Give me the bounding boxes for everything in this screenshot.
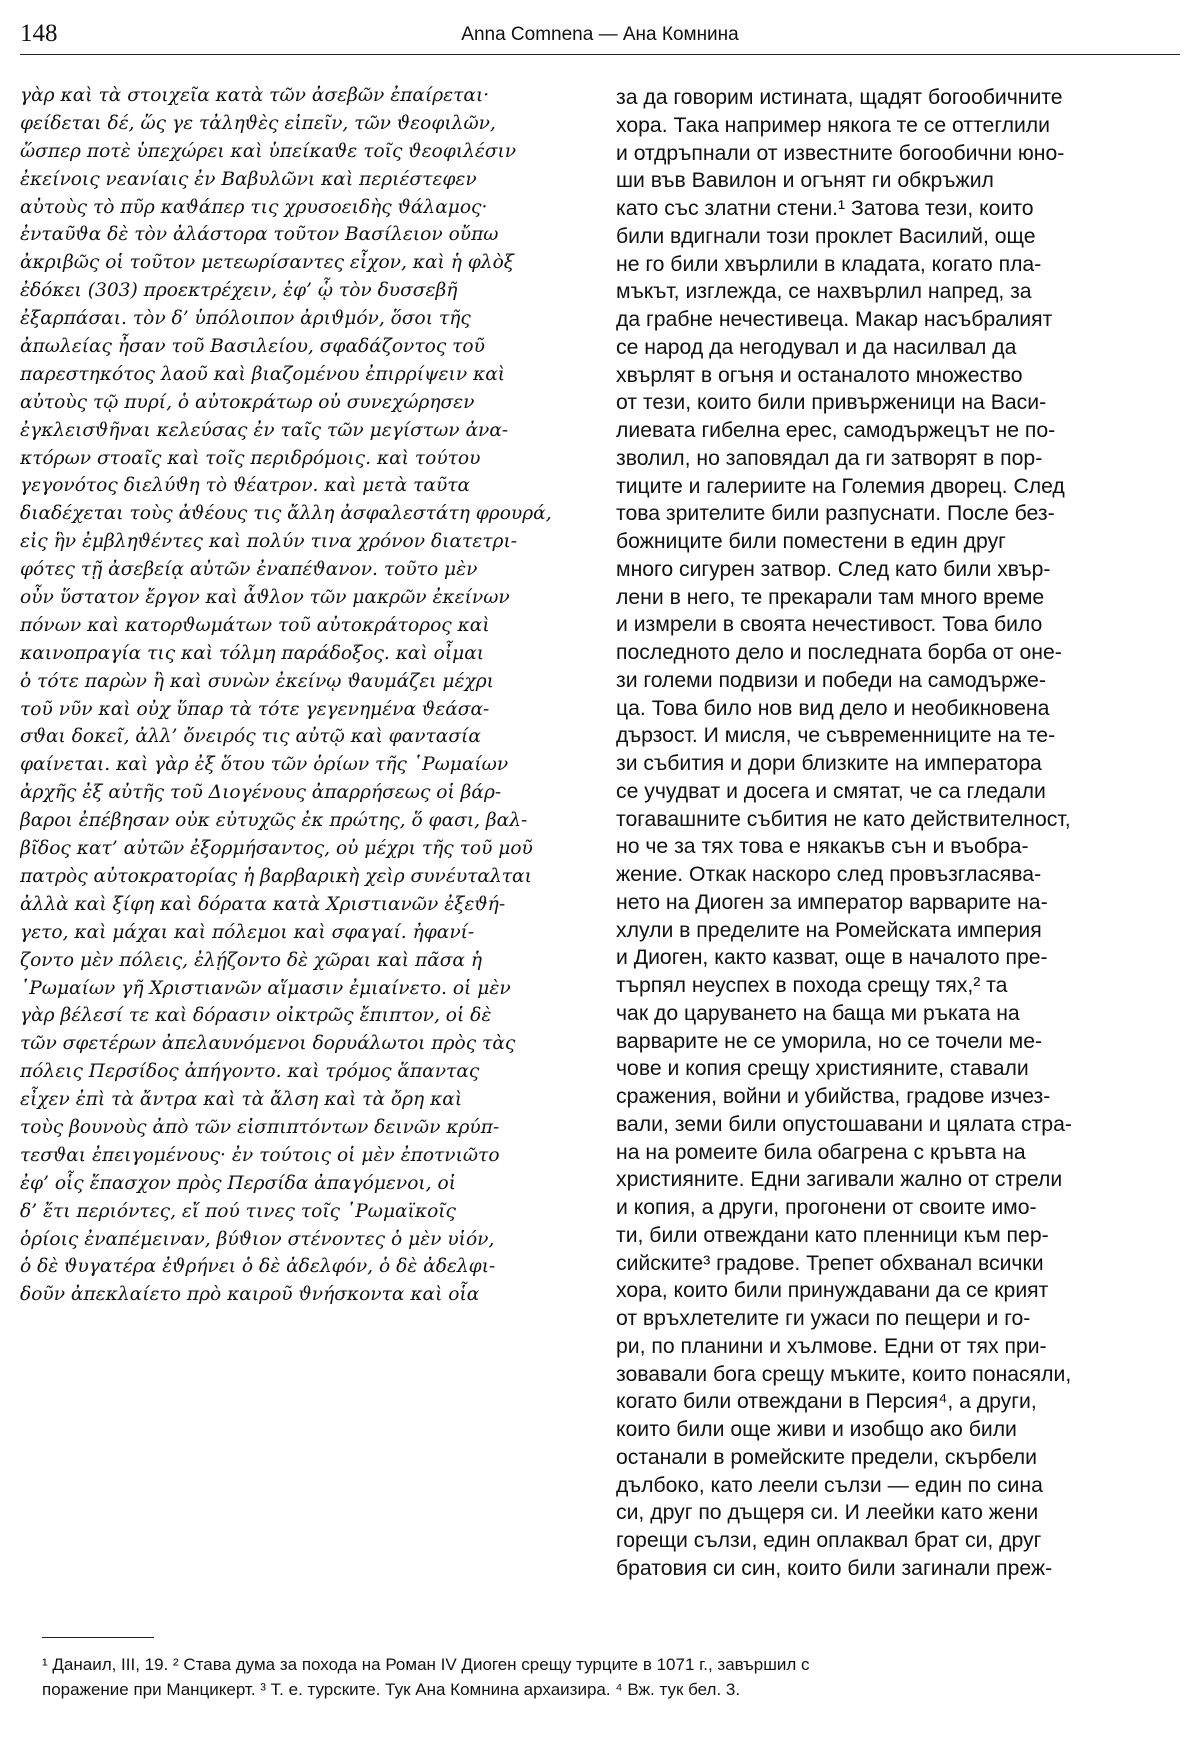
text-line: и Диоген, както казват, още в началото пре-	[616, 946, 1048, 970]
text-line: ри, по планини и хълмове. Едни от тях при-	[616, 1334, 1047, 1358]
text-line: последното дело и последната борба от оне-	[616, 641, 1062, 664]
text-line: дързост. И мисля, че съвременниците на те-	[616, 724, 1056, 748]
text-line: като със златни стени.¹ Затова тези, които	[616, 197, 1034, 220]
text-line: ἀκριβῶς οἱ τοῦτον μετεωρίσαντες εἶχον, καὶ ἡ φλὸξ	[20, 252, 515, 274]
text-line: тогавашните събития не като действителност,	[616, 807, 1071, 831]
text-line: πόλεις Περσίδος ἀπήγοντο. καὶ τρόμος ἅπαντας	[20, 1061, 480, 1083]
greek-text-column	[20, 82, 592, 1309]
text-line: хлули в пределите на Ромейската империя	[616, 918, 1042, 942]
text-line: когато били отвеждани в Персия⁴, а други,	[616, 1390, 1037, 1414]
text-line: жение. Откак наскоро след провъзгласява-	[616, 863, 1042, 886]
text-line: ζοντο μὲν πόλεις, ἐλῄζοντο δὲ χῶραι καὶ πᾶσα ἡ	[20, 949, 483, 971]
text-line: да грабне нечестивеца. Макар насъбралият	[616, 308, 1053, 331]
text-line: лиевата гибелна ерес, самодържецът не по-	[616, 419, 1056, 442]
text-line: ἐφ’ οἷς ἔπασχον πρὸς Περσίδα ἀπαγόμενοι, οἱ	[20, 1172, 456, 1194]
text-line: ἀλλὰ καὶ ξίφη καὶ δόρατα κατὰ Χριστιανῶν ἐξεϑή-	[20, 893, 506, 915]
text-line: φαίνεται. καὶ γὰρ ἐξ ὅτου τῶν ὁρίων τῆς ῾Ρωμαίων	[20, 754, 509, 776]
text-line: и отдръпнали от известните богообични юно-	[616, 141, 1065, 165]
text-line: ти, били отвеждани като пленници към пер-	[616, 1223, 1049, 1247]
text-line: ὁ τότε παρὼν ἢ καὶ συνὼν ἐκείνῳ ϑαυμάζει μέχρι	[20, 670, 494, 692]
text-line: παρεστηκότος λαοῦ καὶ βιαζομένου ἐπιρρίψειν καὶ	[20, 363, 506, 385]
text-line: зи събития и дори близките на императора	[616, 752, 1042, 775]
text-line: но че за тях това е някакъв сън и въобра-	[616, 835, 1029, 859]
text-line: горещи сълзи, един оплаквал брат си, друг	[616, 1529, 1042, 1552]
text-line: зи големи подвизи и победи на самодържe-	[616, 668, 1046, 692]
text-line: ὁ δὲ ϑυγατέρα ἐϑρήνει ὁ δὲ ἀδελφόν, ὁ δὲ ἀδελφι-	[20, 1256, 496, 1278]
text-line: πατρὸς αὐτοκρατορίας ἡ βαρβαρικὴ χεὶρ συνέυταλται	[20, 865, 532, 887]
text-line: били вдигнали този проклет Василий, още	[616, 224, 1036, 248]
text-line: φότες τῇ ἀσεβείᾳ αὐτῶν ἐναπέϑανον. τοῦτο μὲν	[20, 559, 478, 581]
text-line: дълбоко, като леели сълзи — един по сина	[616, 1473, 1043, 1497]
text-line: на на ромеите била обагрена с кръвта на	[616, 1140, 1026, 1164]
page-number: 148	[20, 20, 58, 47]
text-line: хвърлят в огъня и останалото множество	[616, 363, 1023, 387]
text-line: αὐτοὺς τῷ πυρί, ὁ αὐτοκράτωρ οὐ συνεχώρησεν	[20, 391, 475, 413]
text-line: ὥσπερ ποτὲ ὑπεχώρει καὶ ὑπείκαϑε τοῖς ϑεοφιλέσιν	[20, 140, 517, 162]
text-line: братовия си син, които били загинали преж-	[616, 1556, 1053, 1580]
running-title: Anna Comnena — Ана Комнина	[461, 24, 739, 45]
text-line: βαροι ἐπέβησαν οὐκ εὐτυχῶς ἐκ πρώτης, ὅ φασι, βαλ-	[20, 810, 528, 832]
text-line: си, друг по дъщеря си. И леейки като жени	[616, 1501, 1039, 1525]
text-line: много сигурен затвор. След като били хвър-	[616, 557, 1051, 581]
text-line: чове и копия срещу християните, ставали	[616, 1057, 1029, 1081]
text-line: ὁρίοις ἐναπέμειναν, βύϑιον στένοντες ὁ μὲν υἱόν,	[20, 1228, 495, 1250]
text-line: εἶχεν ἐπὶ τὰ ἄντρα καὶ τὰ ἄλση καὶ τὰ ὄρη καὶ	[20, 1089, 463, 1111]
text-line: σϑαι δοκεῖ, ἀλλ’ ὄνειρός τις αὐτῷ καὶ φαντασία	[20, 726, 481, 748]
text-line: и измрели в своята нечестивост. Това било	[616, 613, 1043, 637]
text-line: πόνων καὶ κατορϑωμάτων τοῦ αὐτοκράτορος καὶ	[20, 614, 490, 636]
text-line: тиците и галериите на Големия дворец. След	[616, 474, 1065, 498]
text-line: се учудват и досега и смятат, че са гледали	[616, 779, 1046, 803]
text-line: хора. Така например някога те се оттеглили	[616, 113, 1050, 137]
text-line: οὖν ὕστατον ἔργον καὶ ἆϑλον τῶν μακρῶν ἐκείνων	[20, 587, 510, 609]
text-line: зволил, но заповядал да ги затворят в пор-	[616, 446, 1043, 470]
text-line: φείδεται δέ, ὥς γε τἀληϑὲς εἰπεῖν, τῶν ϑεοφιλῶν,	[20, 112, 496, 134]
text-line: хора, които били принуждавани да се крият	[616, 1279, 1049, 1303]
text-line: τῶν σφετέρων ἀπελαυνόμενοι δορυάλωτοι πρὸς τὰς	[20, 1033, 516, 1055]
text-line: ῾Ρωμαίων γῆ Χριστιανῶν αἵμασιν ἐμιαίνετο. οἱ μὲν	[20, 977, 511, 999]
text-line: διαδέχεται τοὺς ἀϑέους τις ἄλλη ἀσφαλεστάτη φρουρά,	[20, 503, 552, 525]
text-line: αὐτοὺς τὸ πῦρ καϑάπερ τις χρυσοειδὴς ϑάλαμος·	[20, 196, 488, 218]
text-line: εἰς ἣν ἐμβληϑέντες καὶ πολύν τινα χρόνον διατετρι-	[20, 531, 518, 553]
text-line: τοῦ νῦν καὶ οὐχ ὕπαρ τὰ τότε γεγενημένα ϑεάσα-	[20, 698, 490, 720]
text-line: сийските³ градове. Трепет обхванал всички	[616, 1251, 1044, 1275]
text-line: от връхлетелите ги ужаси по пещери и го-	[616, 1307, 1031, 1330]
text-line: сражения, войни и убийства, градове изчез-	[616, 1085, 1051, 1108]
text-line: вали, земи били опустошавани и цялата стра-	[616, 1112, 1072, 1136]
text-line: останали в ромейските предели, скърбели	[616, 1445, 1037, 1469]
text-line: се народ да негодувал и да насилвал да	[616, 335, 1017, 359]
text-line: γεγονότος διελύϑη τὸ ϑέατρον. καὶ μετὰ ταῦτα	[20, 475, 471, 497]
text-line: и копия, а други, прогонени от своите имо-	[616, 1196, 1037, 1219]
text-line: чак до царуването на баща ми ръката на	[616, 1001, 1020, 1025]
bulgarian-text-column	[616, 84, 1182, 1583]
text-line: варварите не се уморила, но се точели ме-	[616, 1029, 1043, 1053]
text-line: ¹ Данаил, III, 19. ² Става дума за похода на Роман IV Диоген срещу турците в 1071 г., завършил с	[42, 1655, 810, 1674]
text-line: божниците били поместени в един друг	[616, 530, 1006, 553]
text-line: δοῦν ἀπεκλαίετο πρὸ καιροῦ ϑνήσκοντα καὶ οἷα	[20, 1284, 480, 1306]
text-line: не го били хвърлили в кладата, когато пла-	[616, 252, 1042, 276]
text-line: γετο, καὶ μάχαι καὶ πόλεμοι καὶ σφαγαί. ἠφανί-	[20, 921, 475, 943]
text-line: лени в него, те прекарали там много време	[616, 585, 1045, 609]
text-line: ἐνταῦϑα δὲ τὸν ἀλάστορα τοῦτον Βασίλειον οὔπω	[20, 224, 499, 246]
text-line: ἐξαρπάσαι. τὸν δ’ ὑπόλοιπον ἀριϑμόν, ὅσοι τῆς	[20, 308, 471, 330]
text-line: βῖδος κατ’ αὐτῶν ἐξορμήσαντος, οὐ μέχρι τῆς τοῦ μοῦ	[20, 838, 533, 860]
text-line: нето на Диоген за император варварите на-	[616, 890, 1048, 914]
text-line: κτόρων στοαῖς καὶ τοῖς περιδρόμοις. καὶ τούτου	[20, 447, 481, 469]
text-line: ἀπωλείας ἦσαν τοῦ Βασιλείου, σφαδάζοντος τοῦ	[20, 336, 485, 358]
page-header	[20, 18, 1180, 55]
footnotes	[42, 1652, 1182, 1702]
text-line: ἐδόκει (303) προεκτρέχειν, ἐφ’ ᾧ τὸν δυσσεβῆ	[20, 280, 458, 302]
text-line: търпял неуспех в похода срещу тях,² та	[616, 974, 1008, 997]
text-line: ἐγκλεισϑῆναι κελεύσας ἐν ταῖς τῶν μεγίστων ἀνα-	[20, 419, 509, 441]
text-line: за да говорим истината, щадят богообичните	[616, 86, 1063, 109]
text-line: ши във Вавилон и огънят ги обкръжил	[616, 169, 994, 193]
text-line: това зрителите били разпуснати. После без-	[616, 502, 1055, 526]
text-line: поражение при Манцикерт. ³ Т. е. турските. Тук Ана Комнина архаизира. ⁴ Вж. тук бел. 3.	[42, 1680, 741, 1699]
text-line: християните. Едни загивали жално от стрели	[616, 1168, 1063, 1192]
text-line: γὰρ βέλεσί τε καὶ δόρασιν οἰκτρῶς ἔπιπτον, οἱ δὲ	[20, 1005, 492, 1027]
text-line: мъкът, изглежда, се нахвърлил напред, за	[616, 280, 1032, 304]
text-line: които били още живи и изобщо ако били	[616, 1418, 1017, 1441]
text-line: τοὺς βουνοὺς ἀπὸ τῶν εἰσπιπτόντων δεινῶν κρύπ-	[20, 1116, 500, 1138]
text-line: от тези, които били привърженици на Васи-	[616, 391, 1047, 415]
text-line: γὰρ καὶ τὰ στοιχεῖα κατὰ τῶν ἀσεβῶν ἐπαίρεται·	[20, 85, 490, 106]
text-line: ἀρχῆς ἐξ αὐτῆς τοῦ Διογένους ἀπαρρήσεως οἱ βάρ-	[20, 782, 502, 804]
text-line: καινοπραγία τις καὶ τόλμη παράδοξος. καὶ οἶμαι	[20, 642, 485, 664]
text-line: ца. Това било нов вид дело и необикновена	[616, 696, 1050, 720]
text-line: зовавали бога срещу мъките, които понасяли,	[616, 1362, 1072, 1386]
text-line: ἐκείνοις νεανίαις ἐν Βαβυλῶνι καὶ περιέστεφεν	[20, 168, 477, 190]
text-line: τεσϑαι ἐπειγομένους· ἐν τούτοις οἱ μὲν ἐποτνιῶτο	[20, 1144, 500, 1166]
footnote-divider	[42, 1637, 154, 1638]
text-line: δ’ ἔτι περιόντες, εἴ πού τινες τοῖς ῾Ρωμαϊκοῖς	[20, 1200, 456, 1222]
